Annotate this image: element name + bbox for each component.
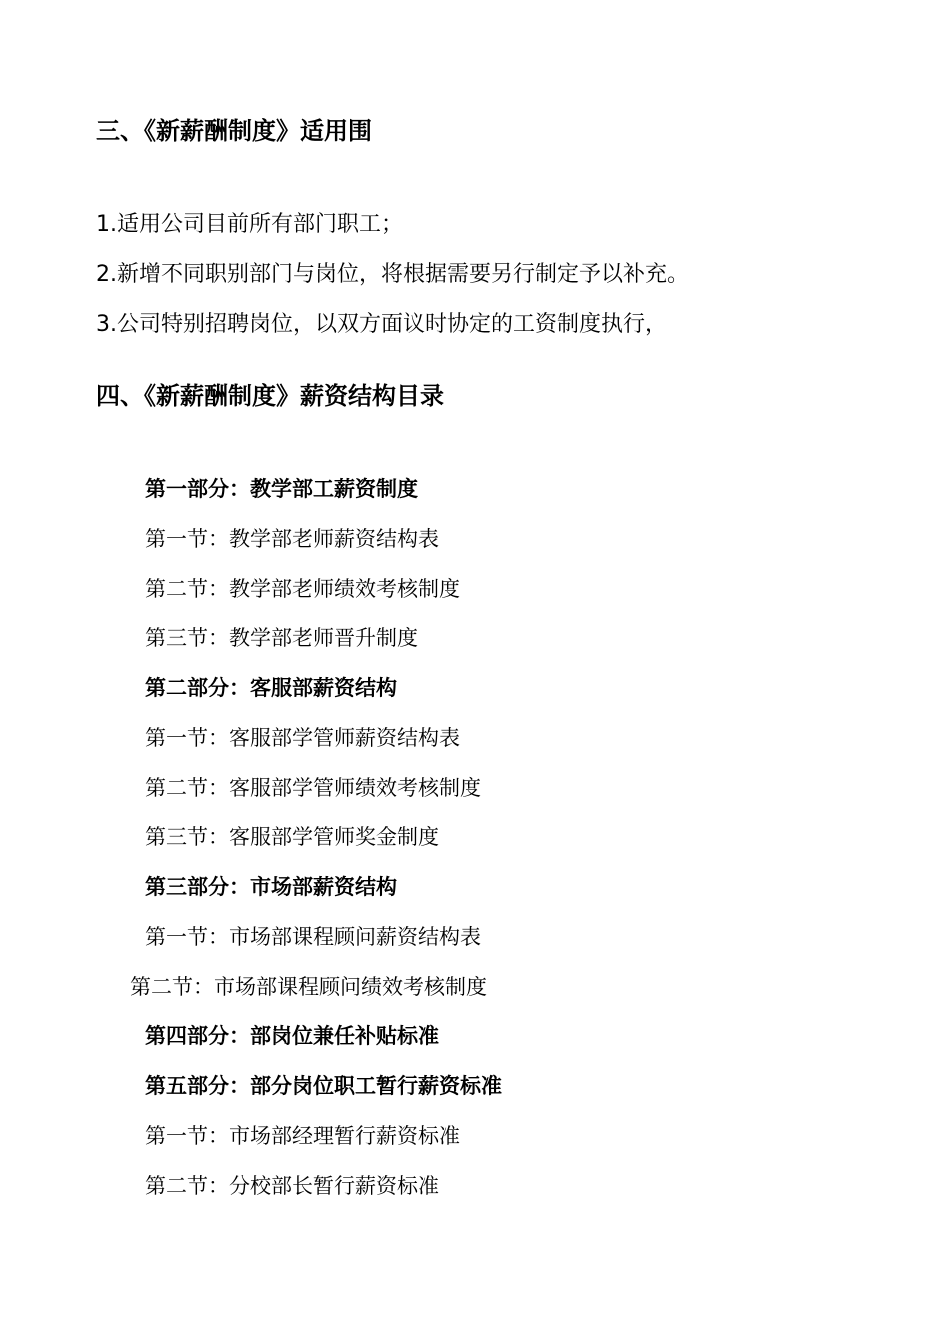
toc-part-4: 第四部分：部岗位兼任补贴标准 (145, 1024, 439, 1048)
toc-section-3-1: 第一节：市场部课程顾问薪资结构表 (145, 925, 481, 949)
toc-section-2-2: 第二节：客服部学管师绩效考核制度 (145, 776, 481, 800)
section-4-heading: 四、《新薪酬制度》薪资结构目录 (96, 382, 444, 410)
toc-section-3-2: 第二节：市场部课程顾问绩效考核制度 (130, 975, 487, 999)
toc-section-2-1: 第一节：客服部学管师薪资结构表 (145, 726, 460, 750)
scope-item-3: 3.公司特别招聘岗位，以双方面议时协定的工资制度执行， (96, 312, 667, 337)
toc-section-1-1: 第一节：教学部老师薪资结构表 (145, 527, 439, 551)
toc-section-5-2: 第二节：分校部长暂行薪资标准 (145, 1174, 439, 1198)
section-3-heading: 三、《新薪酬制度》适用围 (96, 117, 372, 145)
scope-item-1: 1.适用公司目前所有部门职工； (96, 212, 403, 237)
toc-section-1-3: 第三节：教学部老师晋升制度 (145, 626, 418, 650)
toc-section-2-3: 第三节：客服部学管师奖金制度 (145, 825, 439, 849)
scope-item-2: 2.新增不同职别部门与岗位，将根据需要另行制定予以补充。 (96, 262, 689, 287)
toc-part-5: 第五部分：部分岗位职工暂行薪资标准 (145, 1074, 502, 1098)
toc-part-2: 第二部分：客服部薪资结构 (145, 676, 397, 700)
toc-section-1-2: 第二节：教学部老师绩效考核制度 (145, 577, 460, 601)
toc-section-5-1: 第一节：市场部经理暂行薪资标准 (145, 1124, 460, 1148)
toc-part-1: 第一部分：教学部工薪资制度 (145, 477, 418, 501)
toc-part-3: 第三部分：市场部薪资结构 (145, 875, 397, 899)
